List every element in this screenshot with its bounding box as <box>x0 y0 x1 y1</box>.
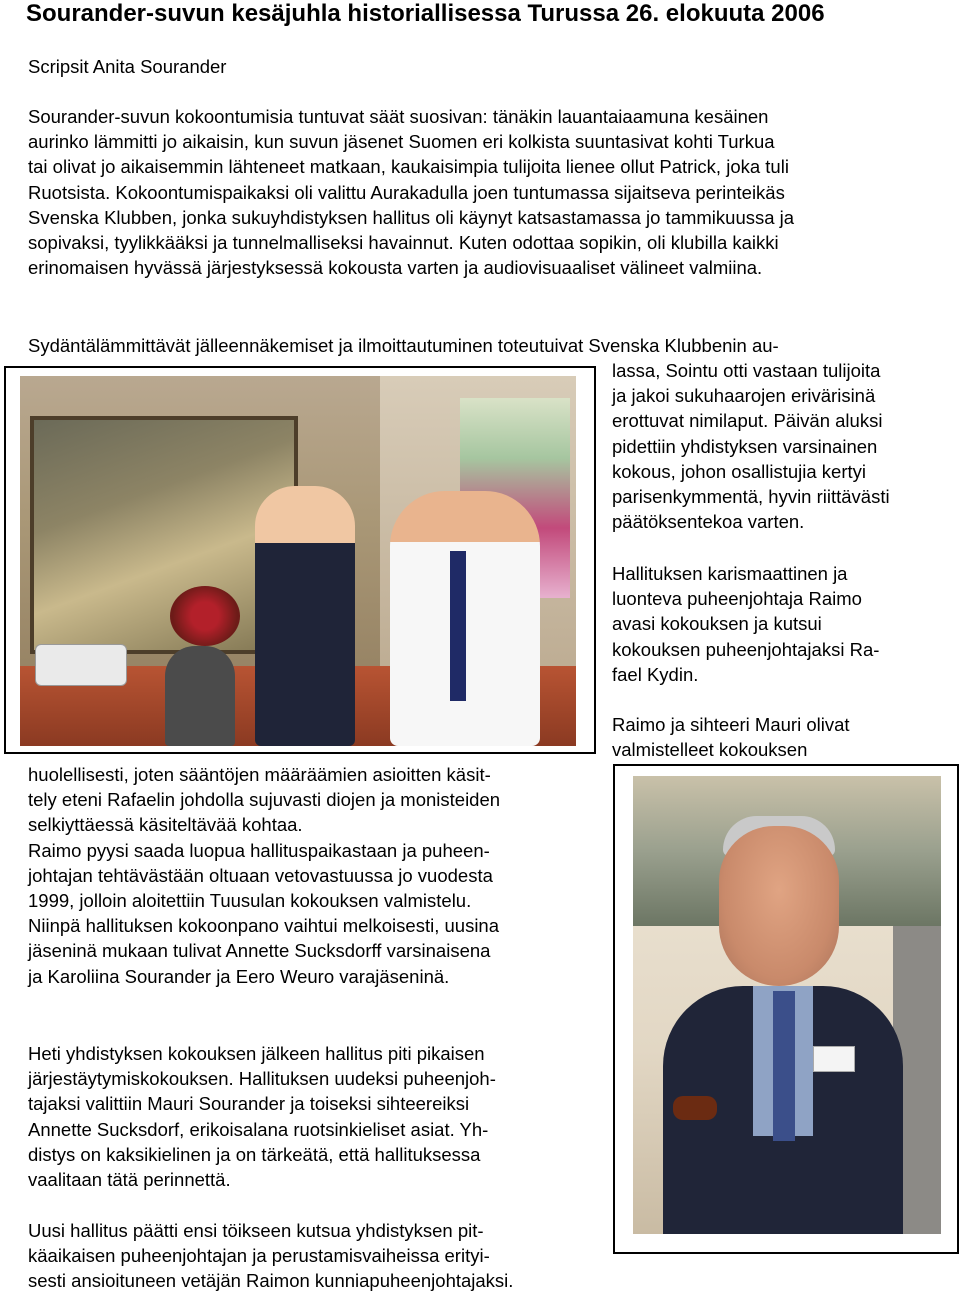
reunion-paragraph-first-line: Sydäntälämmittävät jälleennäkemiset ja ilmoittautuminen toteutuivat Svenska Klubbenin au- <box>28 335 779 356</box>
text-line: Sourander-suvun kokoontumisia tuntuvat säät suosivan: tänäkin lauantaiaamuna kesäinen <box>28 106 769 127</box>
board-meeting-paragraph <box>28 1041 496 1192</box>
text-line: fael Kydin. <box>612 663 699 685</box>
text-line: sesti ansioituneen vetäjän Raimon kunniapuheenjohtajaksi. <box>28 1270 514 1292</box>
text-line: Niinpä hallituksen kokoonpano vaihtui melkoisesti, uusina <box>28 915 500 937</box>
text-line: ja Karoliina Sourander ja Eero Weuro varajäseninä. <box>28 965 450 987</box>
text-line: tely eteni Rafaelin johdolla sujuvasti diojen ja monisteiden <box>28 789 501 811</box>
text-line: päätöksentekoa varten. <box>612 511 805 533</box>
intro-paragraph <box>28 104 794 280</box>
meeting-photo <box>20 376 576 746</box>
text-line: Uusi hallitus päätti ensi töikseen kutsua yhdistyksen pit- <box>28 1220 484 1241</box>
reunion-paragraph-continued <box>612 358 890 534</box>
text-line: valmistelleet kokouksen <box>612 739 808 761</box>
text-line: aurinko lämmitti jo aikaisin, kun suvun jäsenet Suomen eri kolkista suuntasivat kohti Turkua <box>28 131 775 153</box>
text-line: huolellisesti, joten sääntöjen määräämien asioitten käsit- <box>28 764 491 785</box>
text-line: parisenkymmentä, hyvin riittävästi <box>612 486 890 508</box>
text-line: järjestäytymiskokouksen. Hallituksen uudeksi puheenjoh- <box>28 1068 496 1090</box>
projector-icon <box>35 644 127 686</box>
text-line: kokouksen puheenjohtajaksi Ra- <box>612 638 880 660</box>
text-line: Svenska Klubben, jonka sukuyhdistyksen hallitus oli käynyt katsastamassa jo tammikuussa ja <box>28 206 795 228</box>
portrait-photo <box>633 776 941 1234</box>
text-line: Raimo pyysi saada luopua hallituspaikastaan ja puheen- <box>28 839 490 861</box>
text-line: selkiyttäessä käsiteltävää kohtaa. <box>28 814 303 836</box>
honorary-chair-paragraph <box>28 1218 513 1294</box>
text-line: Heti yhdistyksen kokouksen jälkeen hallitus piti pikaisen <box>28 1043 485 1064</box>
text-line: johtajan tehtävästään oltuaan vetovastuussa jo vuodesta <box>28 864 493 886</box>
gavel-icon <box>673 1096 717 1120</box>
text-line: ja jakoi sukuhaarojen erivärisinä <box>612 385 876 407</box>
text-line: Ruotsista. Kokoontumispaikaksi oli valittu Aurakadulla joen tuntumassa sijaitseva perinteikäs <box>28 181 785 203</box>
text-line: erottuvat nimilaput. Päivän aluksi <box>612 410 883 432</box>
text-line: Raimo ja sihteeri Mauri olivat <box>612 714 850 735</box>
text-line: tai olivat jo aikaisemmin lähteneet matkaan, kaukaisimpia tulijoita lienee ollut Patrick, joka tuli <box>28 156 789 178</box>
text-line: pidettiin yhdistyksen varsinainen <box>612 435 878 457</box>
text-line: Hallituksen karismaattinen ja <box>612 563 848 584</box>
preparation-paragraph-start <box>612 712 850 762</box>
text-line: vaalitaan tätä perinnettä. <box>28 1169 231 1191</box>
text-line: Annette Sucksdorf, erikoisalana ruotsinkieliset asiat. Yh- <box>28 1118 489 1140</box>
preparation-paragraph-continued <box>28 762 500 989</box>
page-title: Sourander-suvun kesäjuhla historiallisessa Turussa 26. elokuuta 2006 <box>26 0 825 27</box>
text-line: avasi kokouksen ja kutsui <box>612 613 822 635</box>
chairman-paragraph <box>612 561 879 687</box>
text-line: kokous, johon osallistujia kertyi <box>612 460 866 482</box>
text-line: jäseninä mukaan tulivat Annette Sucksdorff varsinaisena <box>28 940 491 962</box>
author-line: Scripsit Anita Sourander <box>28 56 227 77</box>
text-line: tajaksi valittiin Mauri Sourander ja toiseksi sihteereiksi <box>28 1093 470 1115</box>
text-line: käaikaisen puheenjohtajan ja perustamisvaiheissa erityi- <box>28 1245 490 1267</box>
text-line: erinomaisen hyvässä järjestyksessä kokousta varten ja audiovisuaaliset välineet valmiina. <box>28 257 763 279</box>
text-line: luonteva puheenjohtaja Raimo <box>612 588 862 610</box>
text-line: sopivaksi, tyylikkääksi ja tunnelmalliseksi havainnut. Kuten odottaa sopikin, oli klubilla kaikki <box>28 232 779 254</box>
text-line: 1999, jolloin aloitettiin Tuusulan kokouksen valmistelu. <box>28 890 472 912</box>
text-line: distys on kaksikielinen ja on tärkeätä, että hallituksessa <box>28 1143 481 1165</box>
text-line: lassa, Sointu otti vastaan tulijoita <box>612 360 881 381</box>
